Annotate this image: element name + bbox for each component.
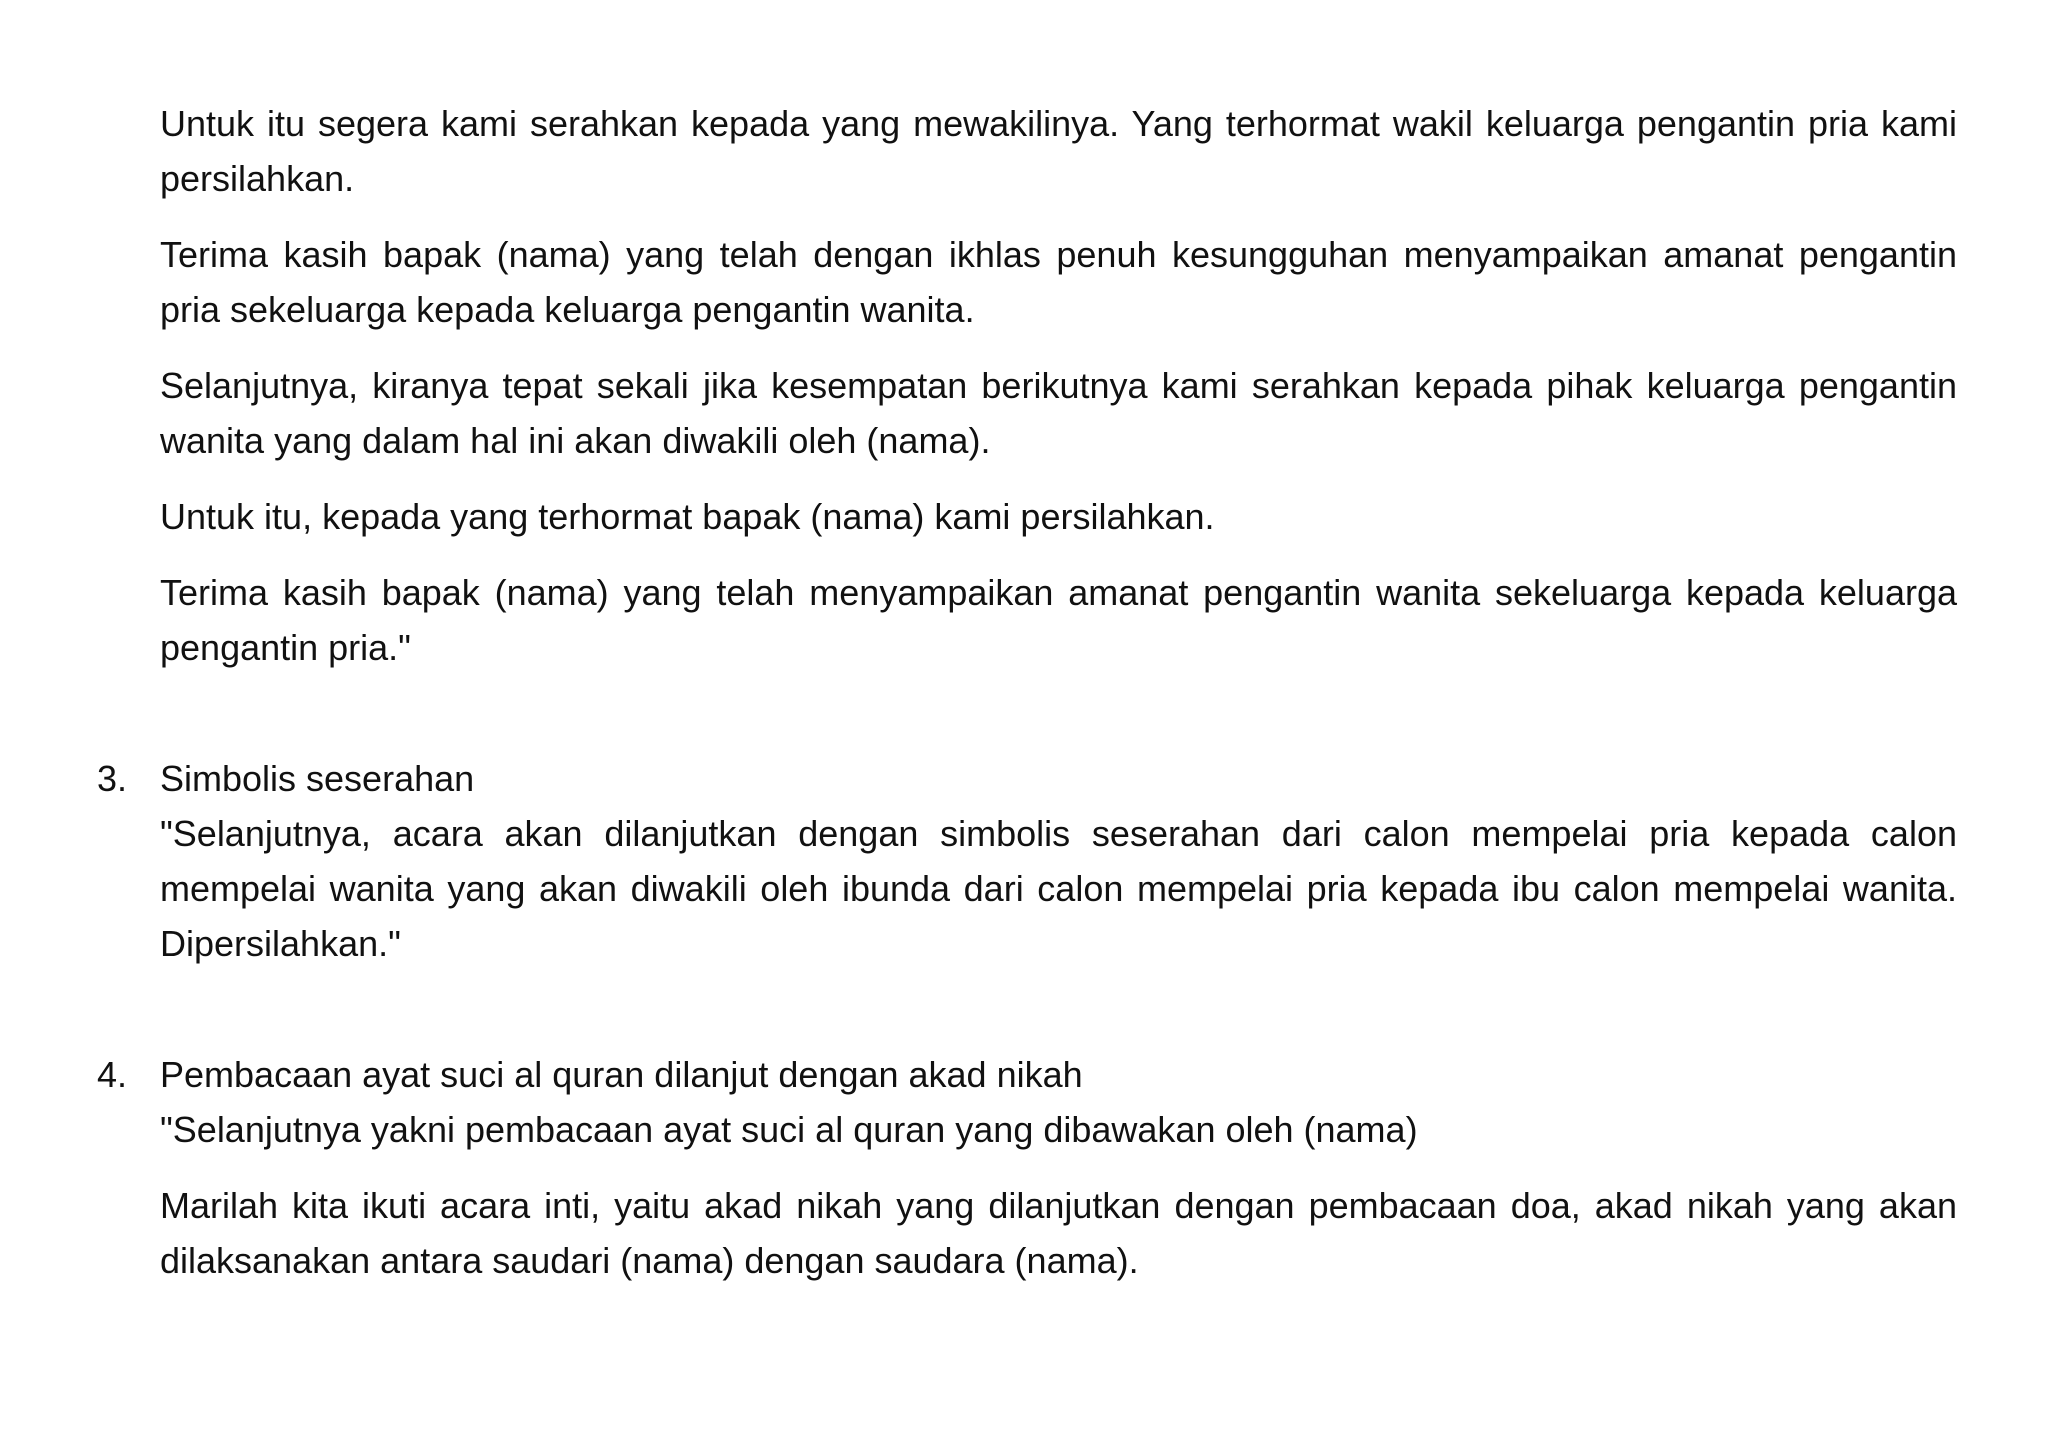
section-3 <box>97 751 1957 971</box>
section-number: 4. <box>97 1054 128 1095</box>
intro-paragraph-5: Terima kasih bapak (nama) yang telah menyampaikan amanat pengantin wanita sekeluarga kepada keluarga pengantin pria." <box>160 572 1957 668</box>
section-title: Simbolis seserahan <box>160 758 475 799</box>
section-body <box>160 806 1957 971</box>
intro-paragraph-1: Untuk itu segera kami serahkan kepada yang mewakilinya. Yang terhormat wakil keluarga pengantin pria kami persilahkan. <box>160 103 1957 199</box>
intro-paragraph-4: Untuk itu, kepada yang terhormat bapak (nama) kami persilahkan. <box>160 496 1215 537</box>
section-body <box>160 1102 1957 1288</box>
section-paragraph: Marilah kita ikuti acara inti, yaitu akad nikah yang dilanjutkan dengan pembacaan doa, akad nikah yang akan dilaksanakan antara saudari (nama) dengan saudara (nama). <box>160 1185 1957 1281</box>
section-paragraph: "Selanjutnya yakni pembacaan ayat suci al quran yang dibawakan oleh (nama) <box>160 1109 1418 1150</box>
intro-paragraph-2: Terima kasih bapak (nama) yang telah dengan ikhlas penuh kesungguhan menyampaikan amanat pengantin pria sekeluarga kepada keluarga pengantin wanita. <box>160 234 1957 330</box>
document-content <box>97 96 1957 1288</box>
section-title: Pembacaan ayat suci al quran dilanjut dengan akad nikah <box>160 1054 1083 1095</box>
intro-paragraph-3: Selanjutnya, kiranya tepat sekali jika kesempatan berikutnya kami serahkan kepada pihak keluarga pengantin wanita yang dalam hal ini akan diwakili oleh (nama). <box>160 365 1957 461</box>
section-paragraph: "Selanjutnya, acara akan dilanjutkan dengan simbolis seserahan dari calon mempelai pria kepada calon mempelai wanita yang akan diwakili oleh ibunda dari calon mempelai pria kepada ibu calon mempelai wanita. Dipersilahkan." <box>160 813 1957 964</box>
section-number: 3. <box>97 758 128 799</box>
section-4 <box>97 1047 1957 1288</box>
